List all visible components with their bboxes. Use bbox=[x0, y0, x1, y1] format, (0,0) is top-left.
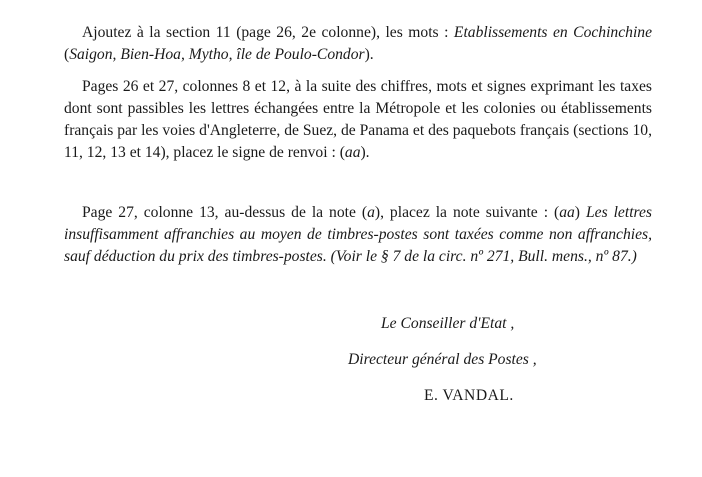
p2-aa-italic: aa bbox=[344, 144, 361, 161]
signature-title-conseiller: Le Conseiller d'Etat , bbox=[381, 315, 515, 332]
p3-aa-italic: aa bbox=[559, 204, 575, 221]
p1-text-2: ( bbox=[64, 46, 70, 63]
p2-text-2: ). bbox=[360, 144, 370, 161]
p3-text-1: Page 27, colonne 13, au-dessus de la note ( bbox=[82, 204, 368, 221]
paragraph-note-aa bbox=[64, 202, 652, 268]
p2-text-1: Pages 26 et 27, colonnes 8 et 12, à la suite des chiffres, mots et signes exprimant les taxes dont sont passibles les lettres échangées entre la Métropole et les colonies ou établissements français par les voies d'Angleterre, de Suez, de Panama et des paquebots français (sections 10, 11, 12, 13 et 14), placez le signe de renvoi : ( bbox=[64, 78, 652, 161]
paragraph-section-11-addition bbox=[64, 22, 652, 66]
p3-note-text-italic: Les lettres insuffisamment affranchies au moyen de timbres-postes sont taxées comme non affranchies, sauf déduction du prix des timbres-postes. (Voir le § 7 de la circ. nº 271, Bull. mens., nº 87.) bbox=[64, 204, 652, 265]
p3-text-3: ) bbox=[574, 204, 586, 221]
paragraph-renvoi-sign bbox=[64, 76, 652, 164]
p1-establishments-italic: Etablissements en Cochinchine bbox=[453, 24, 652, 41]
p3-a-italic: a bbox=[367, 204, 375, 221]
p1-text-1: Ajoutez à la section 11 (page 26, 2e colonne), les mots : bbox=[82, 24, 454, 41]
signature-title-directeur: Directeur général des Postes , bbox=[348, 351, 537, 368]
signature-name: E. VANDAL. bbox=[424, 387, 514, 404]
p1-places-italic: Saigon, Bien-Hoa, Mytho, île de Poulo-Condor bbox=[69, 46, 365, 63]
p1-text-3: ). bbox=[364, 46, 374, 63]
p3-text-2: ), placez la note suivante : ( bbox=[374, 204, 560, 221]
